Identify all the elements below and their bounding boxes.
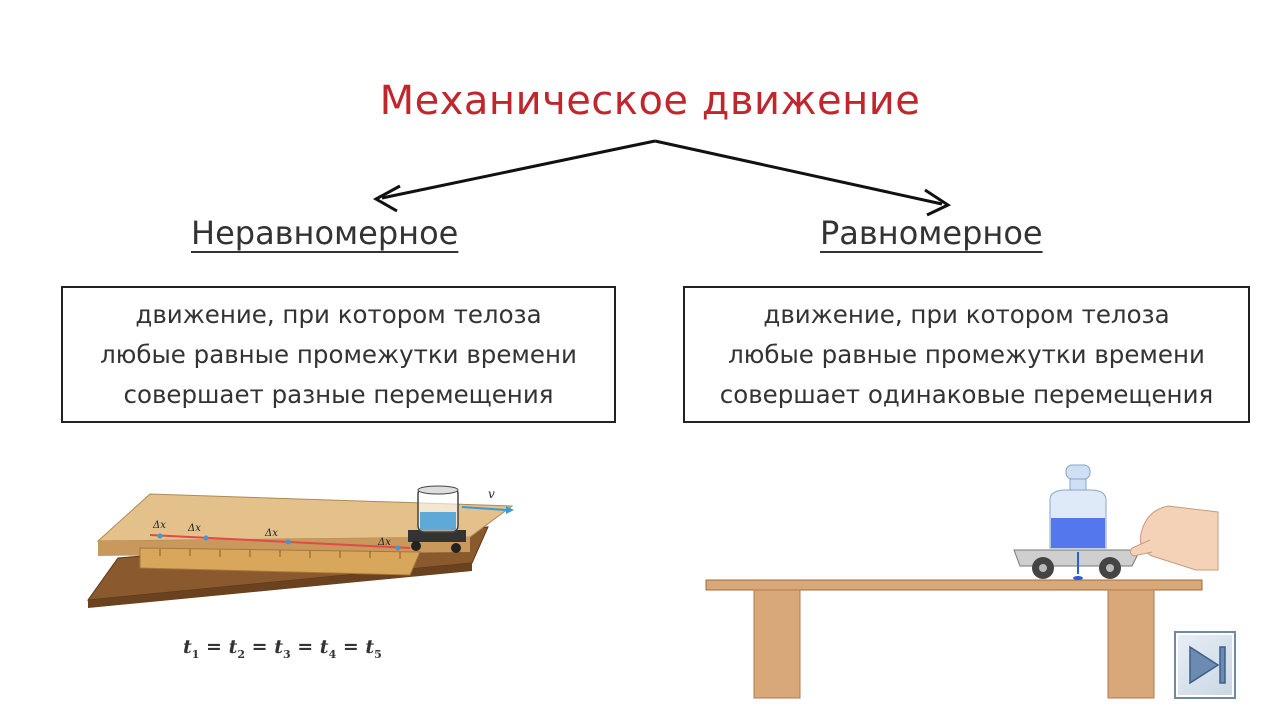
segment-label: Δx xyxy=(188,523,201,534)
segment-label: Δx xyxy=(378,537,391,548)
heading-uniform: Равномерное xyxy=(820,214,1043,252)
play-next-icon xyxy=(1176,633,1234,697)
definition-line: любые равные промежутки времени xyxy=(728,339,1205,369)
definition-line: совершает одинаковые перемещения xyxy=(719,379,1214,409)
play-next-button[interactable] xyxy=(1174,631,1236,699)
definition-line: совершает разные перемещения xyxy=(123,379,554,409)
bottle-dropper xyxy=(1050,465,1106,548)
velocity-label: v xyxy=(488,487,495,501)
segment-label: Δx xyxy=(265,528,278,539)
time-equality-formula: $t_1 = t_2 = t_3 = t_4 = t_5$ xyxy=(183,636,382,661)
hand-pushing xyxy=(1130,506,1218,570)
definition-line: движение, при котором телоза xyxy=(135,299,542,329)
slide-title: Механическое движение xyxy=(379,78,921,124)
definition-line: движение, при котором телоза xyxy=(763,299,1170,329)
definition-line: любые равные промежутки времени xyxy=(100,339,577,369)
segment-label: Δx xyxy=(153,520,166,531)
heading-nonuniform: Неравномерное xyxy=(191,214,459,252)
